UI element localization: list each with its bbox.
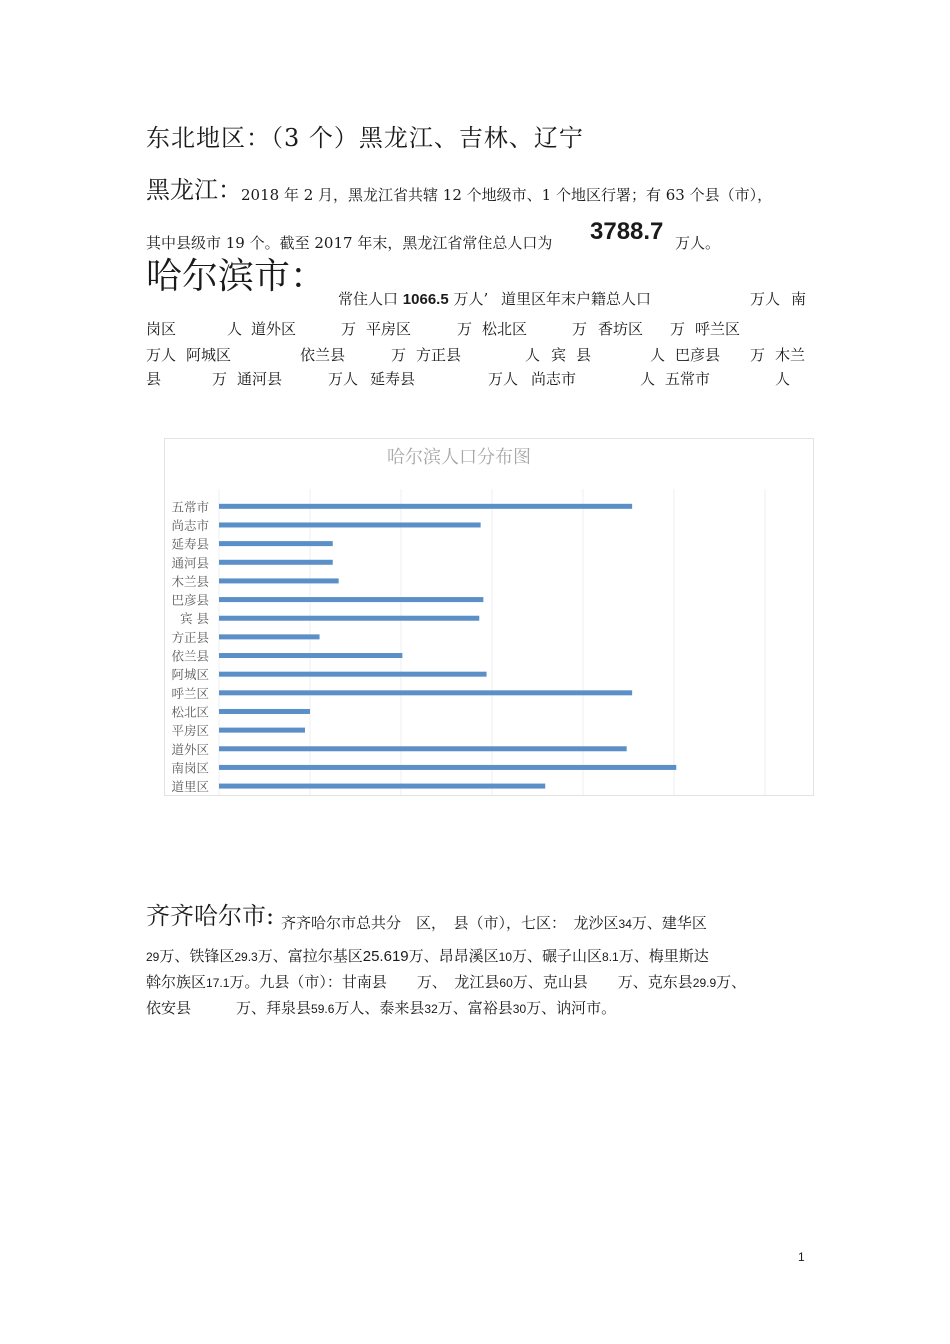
chart-bar	[219, 578, 339, 583]
harbin-word: 方正县	[416, 346, 462, 364]
chart-bar	[219, 672, 487, 677]
chart-svg	[165, 439, 813, 795]
chart-bar	[219, 653, 402, 658]
chart-category-label: 尚志市	[171, 517, 209, 533]
qiqihar-text: 斡尔族区	[146, 973, 207, 991]
chart-bar	[219, 634, 320, 639]
chart-bar	[219, 616, 479, 621]
qiqihar-text: 万、富裕县	[437, 999, 513, 1017]
qiqihar-text: 万、富拉尔基区	[257, 947, 363, 965]
harbin-line1-end: 南	[791, 290, 807, 308]
chart-category-label: 依兰县	[171, 648, 209, 664]
harbin-word: 万	[341, 320, 357, 338]
harbin-word: 人	[775, 370, 791, 388]
qiqihar-text: 万、碾子山区	[512, 947, 603, 965]
qiqihar-number: 25.619	[362, 948, 409, 965]
harbin-word: 人	[525, 346, 541, 364]
harbin-word: 万人	[488, 370, 519, 388]
province-text-line1: 2018 年 2 月，黑龙江省共辖 12 个地级市、1 个地区行署；有 63 个县（市），	[241, 186, 773, 204]
qiqihar-text: 依安县 万、拜泉县	[146, 999, 312, 1017]
chart-category-label: 延寿县	[171, 536, 209, 552]
chart-bar	[219, 728, 305, 733]
harbin-word: 巴彦县	[675, 346, 721, 364]
qiqihar-number: 29	[146, 950, 160, 964]
harbin-word: 松北区	[482, 320, 528, 338]
chart-bar	[219, 765, 676, 770]
qiqihar-heading: 齐齐哈尔市:	[146, 902, 275, 930]
qiqihar-line1: 齐齐哈尔市总共分 区， 县（市），七区： 龙沙区34万、建华区	[281, 914, 707, 932]
province-population: 3788.7	[590, 218, 664, 245]
harbin-word: 宾	[551, 346, 567, 364]
qiqihar-number: 30	[512, 1002, 527, 1016]
chart-bar	[219, 746, 627, 751]
qiqihar-line2	[146, 945, 709, 966]
harbin-word: 尚志市	[531, 370, 577, 388]
chart-category-label: 五常市	[171, 499, 209, 515]
harbin-word: 县	[576, 346, 592, 364]
harbin-word: 依兰县	[300, 346, 346, 364]
harbin-word: 延寿县	[370, 370, 416, 388]
qiqihar-number: 10	[498, 950, 513, 964]
harbin-word: 岗区	[146, 320, 177, 338]
qiqihar-text: 万、梅里斯达	[618, 947, 709, 965]
chart-title: 哈尔滨人口分布图	[387, 447, 531, 468]
qiqihar-number: 60	[499, 976, 513, 990]
province-heading: 黑龙江：	[146, 176, 242, 204]
chart-category-label: 道外区	[171, 741, 209, 757]
harbin-word: 万	[670, 320, 686, 338]
harbin-line1-unit: 万人	[750, 290, 781, 308]
province-text-line2: 其中县级市 19 个。截至 2017 年末，黑龙江省常住总人口为	[146, 234, 553, 252]
chart-category-label: 阿城区	[171, 667, 209, 683]
chart-category-label: 通河县	[171, 555, 209, 571]
qiqihar-number: 32	[424, 1002, 438, 1016]
chart-bar	[219, 597, 483, 602]
chart-category-label: 平房区	[171, 723, 209, 739]
chart-bar	[219, 709, 310, 714]
harbin-word: 万	[212, 370, 228, 388]
chart-category-label: 方正县	[171, 629, 209, 645]
qiqihar-text: 万、铁锋区	[159, 947, 235, 965]
chart-bar	[219, 541, 333, 546]
harbin-line1: 常住人口 1066.5 万人’ 道里区年末户籍总人口	[338, 290, 652, 308]
chart-bar	[219, 690, 632, 695]
harbin-word: 香坊区	[598, 320, 644, 338]
harbin-word: 万	[572, 320, 588, 338]
harbin-word: 通河县	[237, 370, 283, 388]
harbin-population-chart	[164, 438, 814, 796]
harbin-word: 呼兰区	[695, 320, 741, 338]
qiqihar-text: 万、克山县 万、克东县	[512, 973, 693, 991]
harbin-word: 人	[640, 370, 656, 388]
chart-category-label: 宾 县	[180, 611, 209, 627]
chart-category-label: 南岗区	[171, 760, 209, 776]
harbin-word: 万人	[146, 346, 177, 364]
harbin-word: 五常市	[665, 370, 711, 388]
chart-bar	[219, 522, 481, 527]
qiqihar-line3	[146, 971, 746, 992]
harbin-word: 县	[146, 370, 162, 388]
harbin-heading: 哈尔滨市：	[146, 256, 327, 297]
qiqihar-text: 万。九县（市）：甘南县 万、 龙江县	[229, 973, 500, 991]
harbin-word: 万人	[328, 370, 359, 388]
page-number: 1	[798, 1250, 805, 1264]
qiqihar-text: 万、昂昂溪区	[408, 947, 499, 965]
chart-bar	[219, 784, 545, 789]
harbin-word: 万	[750, 346, 766, 364]
qiqihar-number: 17.1	[206, 976, 230, 990]
harbin-word: 木兰	[775, 346, 806, 364]
chart-category-label: 道里区	[171, 779, 209, 795]
harbin-word: 人	[227, 320, 243, 338]
harbin-word: 万	[391, 346, 407, 364]
qiqihar-text: 万、	[716, 973, 747, 991]
qiqihar-line4	[146, 997, 616, 1018]
qiqihar-number: 59.6	[311, 1002, 335, 1016]
harbin-word: 阿城区	[186, 346, 232, 364]
chart-bar	[219, 560, 333, 565]
qiqihar-number: 29.9	[692, 976, 717, 990]
harbin-word: 万	[457, 320, 473, 338]
province-population-unit: 万人。	[675, 234, 721, 252]
chart-category-label: 呼兰区	[171, 685, 209, 701]
qiqihar-text: 万、讷河市。	[526, 999, 617, 1017]
qiqihar-number: 29.3	[234, 950, 258, 964]
region-heading: 东北地区：（3 个）黑龙江、吉林、辽宁	[146, 124, 584, 152]
harbin-word: 道外区	[251, 320, 297, 338]
harbin-word: 人	[650, 346, 666, 364]
chart-category-label: 木兰县	[171, 573, 209, 589]
qiqihar-text: 万人、泰来县	[334, 999, 425, 1017]
qiqihar-number: 8.1	[602, 950, 619, 964]
harbin-word: 平房区	[366, 320, 412, 338]
chart-bar	[219, 504, 632, 509]
chart-category-label: 巴彦县	[171, 592, 209, 608]
chart-category-label: 松北区	[171, 704, 209, 720]
